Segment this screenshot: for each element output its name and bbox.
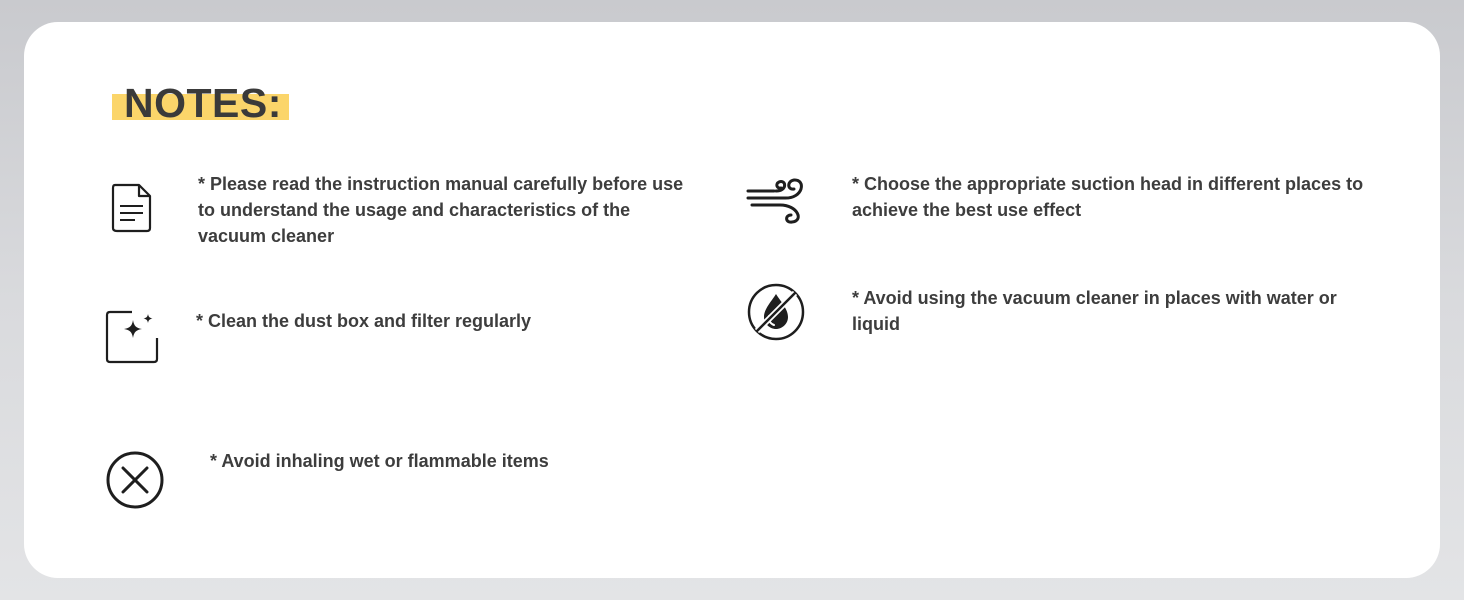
- note-avoid-flammable: * Avoid inhaling wet or flammable items: [210, 451, 549, 471]
- cross-circle-icon: [105, 450, 165, 510]
- note-read-manual: * Please read the instruction manual carefully before use to understand the usage and characteristics of the vacuum cleaner: [198, 174, 684, 246]
- page-title: NOTES:: [124, 80, 282, 126]
- note-avoid-water: * Avoid using the vacuum cleaner in places with water or liquid: [852, 288, 1337, 334]
- notes-card: [24, 22, 1440, 578]
- sparkle-box-icon: [105, 310, 159, 364]
- document-icon: [110, 182, 154, 234]
- notes-heading: [112, 80, 282, 126]
- wind-icon: [746, 177, 806, 225]
- note-suction-head: * Choose the appropriate suction head in different places to achieve the best use effect: [852, 174, 1364, 220]
- note-clean-dust-box: * Clean the dust box and filter regularly: [196, 311, 532, 331]
- no-water-icon: [746, 282, 806, 342]
